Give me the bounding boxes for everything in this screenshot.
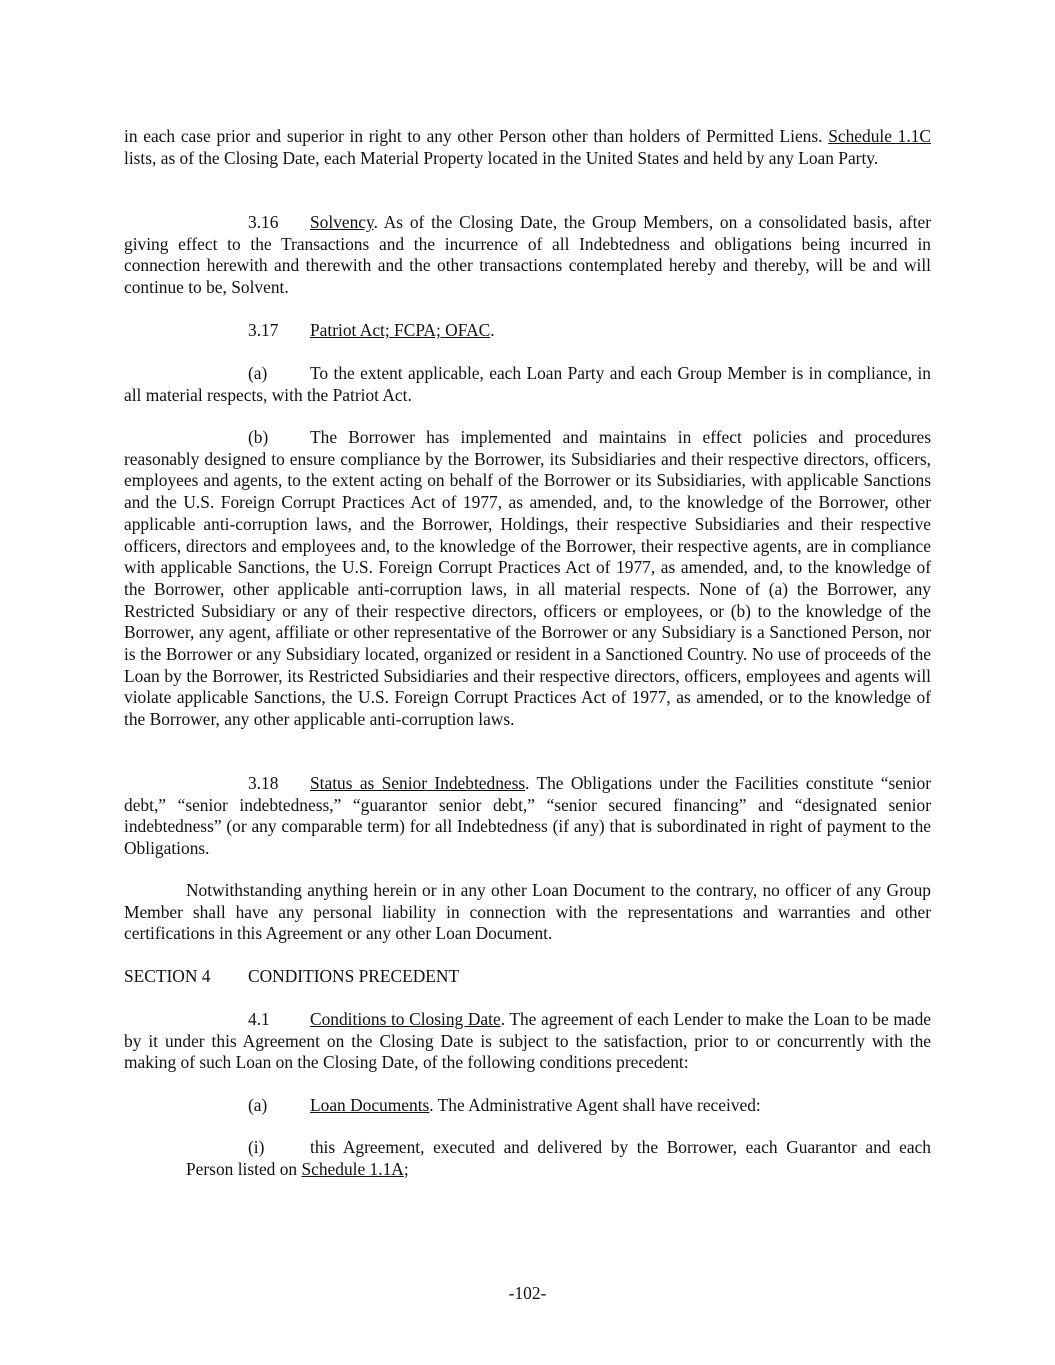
section-heading: Status as Senior Indebtedness <box>310 773 526 793</box>
section-heading: Patriot Act; FCPA; OFAC <box>310 320 491 340</box>
section-number: SECTION 4 <box>124 966 211 986</box>
schedule-1-1a-reference: Schedule 1.1A <box>301 1158 404 1179</box>
section-number: 3.18 <box>248 773 279 793</box>
section-heading: Solvency <box>310 212 374 232</box>
section-number: 4.1 <box>248 1009 270 1029</box>
section-4-heading <box>124 966 459 988</box>
clause-label: (b) <box>248 427 269 447</box>
clause-text: this Agreement, executed and delivered by the Borrower, each Guarantor and each Person listed on <box>186 1137 931 1179</box>
clause-heading: Loan Documents <box>310 1095 430 1115</box>
section-title: CONDITIONS PRECEDENT <box>248 966 460 986</box>
intro-text: in each case prior and superior in right to any other Person other than holders of Permitted Liens. <box>124 126 829 146</box>
clause-text: . The Administrative Agent shall have received: <box>429 1095 761 1115</box>
section-3-16-paragraph <box>124 212 931 299</box>
clause-text-end: ; <box>403 1158 409 1179</box>
section-text: . As of the Closing Date, the Group Members, on a consolidated basis, after giving effect to the Transactions and the incurrence of all Indebtedness and obligations being incurred in connection herewith and therewith and the other transactions contemplated hereby and thereby, will be and will continue to be, Solvent. <box>124 212 931 298</box>
clause-text: To the extent applicable, each Loan Party and each Group Member is in compliance, in all material respects, with the Patriot Act. <box>124 363 931 405</box>
clause-text: The Borrower has implemented and maintains in effect policies and procedures reasonably designed to ensure compliance by the Borrower, its Subsidiaries and their respective directors, officers, employees and agents, to the extent acting on behalf of the Borrower or its Subsidiaries, with applicable Sanctions and the U.S. Foreign Corrupt Practices Act of 1977, as amended, and, to the knowledge of the Borrower, other applicable anti-corruption laws, and the Borrower, Holdings, their respective Subsidiaries and their respective officers, directors and employees and, to the knowledge of the Borrower, their respective agents, are in compliance with applicable Sanctions, the U.S. Foreign Corrupt Practices Act of 1977, as amended, and, to the knowledge of the Borrower, other applicable anti-corruption laws, in all material respects. None of (a) the Borrower, any Restricted Subsidiary or any of their respective directors, officers or employees, or (b) to the knowledge of the Borrower, any agent, affiliate or other representative of the Borrower or any Subsidiary is a Sanctioned Person, nor is the Borrower or any Subsidiary located, organized or resident in a Sanctioned Country. No use of proceeds of the Loan by the Borrower, its Restricted Subsidiaries and their respective directors, officers, employees and agents will violate applicable Sanctions, the U.S. Foreign Corrupt Practices Act of 1977, as amended, or to the knowledge of the Borrower, any other applicable anti-corruption laws. <box>124 427 931 730</box>
clause-4-1-a <box>124 1095 931 1117</box>
clause-label: (a) <box>248 1095 268 1115</box>
page-number: -102- <box>508 1283 547 1303</box>
clause-label: (a) <box>248 363 268 383</box>
section-4-1-paragraph <box>124 1009 931 1074</box>
section-heading: Conditions to Closing Date <box>310 1009 501 1029</box>
section-text: . The Obligations under the Facilities constitute “senior debt,” “senior indebtedness,” “guarantor senior debt,” “senior secured financing” and “designated senior indebtedness” (or any comparable term) for all Indebtedness (if any) that is subordinated in right of payment to the Obligations. <box>124 773 931 859</box>
section-3-17-paragraph <box>124 320 931 342</box>
clause-3-17-b <box>124 427 931 731</box>
clause-label: (i) <box>248 1137 265 1157</box>
section-number: 3.17 <box>248 320 279 340</box>
section-text: . The agreement of each Lender to make the Loan to be made by it under this Agreement on the Closing Date is subject to the satisfaction, prior to or concurrently with the making of such Loan on the Closing Date, of the following conditions precedent: <box>124 1009 931 1073</box>
section-3-18-paragraph <box>124 773 931 860</box>
schedule-1-1c-reference: Schedule 1.1C <box>828 126 932 146</box>
notwithstanding-paragraph: Notwithstanding anything herein or in any other Loan Document to the contrary, no officer of any Group Member shall have any personal liability in connection with the representations and warranties and other certifications in this Agreement or any other Loan Document. <box>124 880 931 944</box>
intro-paragraph <box>124 126 931 169</box>
intro-text-continued: lists, as of the Closing Date, each Material Property located in the United States and held by any Loan Party. <box>124 147 879 168</box>
section-text: . <box>490 320 495 340</box>
clause-4-1-a-i <box>186 1137 931 1180</box>
clause-3-17-a <box>124 363 931 406</box>
section-number: 3.16 <box>248 212 279 232</box>
